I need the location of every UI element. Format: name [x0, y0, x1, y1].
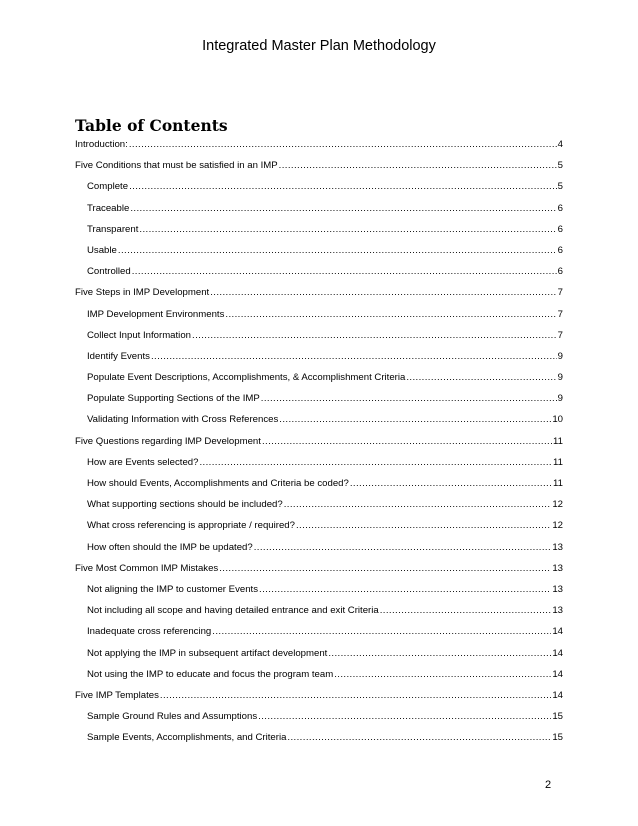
toc-entry[interactable]	[75, 413, 563, 434]
toc-entry-page-number: 13	[552, 541, 563, 553]
toc-dot-leader	[219, 562, 551, 575]
toc-dot-leader	[334, 668, 551, 681]
toc-entry[interactable]	[75, 392, 563, 413]
toc-entry[interactable]	[75, 350, 563, 371]
toc-dot-leader	[380, 604, 552, 617]
toc-entry[interactable]	[75, 562, 563, 583]
toc-entry[interactable]	[75, 308, 563, 329]
toc-entry-page-number: 4	[557, 139, 563, 150]
toc-entry-page-number: 13	[552, 583, 563, 595]
toc-entry-page-number: 15	[552, 711, 563, 723]
document-header-title: Integrated Master Plan Methodology	[202, 38, 436, 54]
toc-entry-label: Populate Event Descriptions, Accomplishments, & Accomplishment Criteria	[87, 372, 406, 384]
toc-entry-label: How are Events selected?	[87, 456, 199, 468]
toc-entry-label: Inadequate cross referencing	[87, 626, 212, 638]
page-number: 2	[545, 779, 552, 791]
toc-list	[75, 138, 563, 752]
toc-dot-leader	[199, 456, 552, 469]
toc-entry-label: Identify Events	[87, 350, 150, 362]
toc-dot-leader	[210, 286, 556, 299]
toc-entry-page-number: 13	[552, 605, 563, 617]
toc-entry-label: Five Most Common IMP Mistakes	[75, 562, 219, 574]
toc-dot-leader	[279, 159, 557, 172]
toc-entry-page-number: 14	[552, 668, 563, 680]
toc-entry-label: Not applying the IMP in subsequent artifact development	[87, 647, 328, 659]
toc-entry-page-number: 10	[552, 414, 563, 426]
toc-entry-label: Sample Ground Rules and Assumptions	[87, 711, 258, 723]
toc-entry[interactable]	[75, 583, 563, 604]
toc-dot-leader	[129, 138, 557, 151]
toc-entry-page-number: 11	[553, 456, 563, 468]
toc-entry-label: Five Questions regarding IMP Development	[75, 435, 261, 447]
toc-entry-label: Five Conditions that must be satisfied in an IMP	[75, 160, 278, 172]
toc-entry-label: Traceable	[87, 202, 130, 214]
toc-entry[interactable]	[75, 371, 563, 392]
toc-entry[interactable]	[75, 498, 563, 519]
toc-dot-leader	[192, 329, 557, 342]
toc-entry-page-number: 11	[553, 478, 563, 489]
toc-dot-leader	[160, 689, 551, 702]
toc-dot-leader	[287, 731, 551, 744]
toc-entry-label: What supporting sections should be included?	[87, 499, 283, 511]
toc-dot-leader	[129, 180, 557, 193]
toc-entry-page-number: 5	[557, 181, 563, 193]
toc-entry[interactable]	[75, 668, 563, 689]
toc-entry-page-number: 5	[557, 160, 563, 172]
toc-entry-page-number: 14	[552, 647, 563, 659]
toc-entry[interactable]	[75, 604, 563, 625]
toc-entry-label: Complete	[87, 181, 129, 193]
toc-entry-label: How often should the IMP be updated?	[87, 541, 253, 553]
toc-entry-page-number: 6	[557, 202, 563, 214]
toc-entry[interactable]	[75, 731, 563, 752]
toc-dot-leader	[225, 308, 556, 321]
toc-entry[interactable]	[75, 180, 563, 201]
toc-entry-page-number: 12	[552, 520, 563, 532]
toc-dot-leader	[406, 371, 556, 384]
toc-dot-leader	[132, 265, 557, 278]
toc-heading: Table of Contents	[75, 116, 228, 135]
toc-dot-leader	[261, 392, 557, 405]
toc-entry-label: IMP Development Environments	[87, 308, 225, 320]
toc-entry-page-number: 9	[557, 350, 563, 362]
toc-entry[interactable]	[75, 138, 563, 159]
toc-entry-page-number: 6	[557, 244, 563, 256]
toc-dot-leader	[139, 223, 556, 236]
toc-entry-page-number: 6	[557, 223, 563, 235]
toc-entry[interactable]	[75, 435, 563, 456]
toc-entry-page-number: 14	[552, 626, 563, 638]
toc-entry-label: Validating Information with Cross References	[87, 414, 279, 426]
toc-dot-leader	[212, 625, 551, 638]
toc-entry-label: Not aligning the IMP to customer Events	[87, 583, 258, 595]
toc-entry[interactable]	[75, 286, 563, 307]
toc-entry-label: Sample Events, Accomplishments, and Criteria	[87, 732, 287, 744]
toc-dot-leader	[151, 350, 557, 363]
toc-entry-page-number: 13	[552, 562, 563, 574]
toc-entry[interactable]	[75, 223, 563, 244]
toc-entry[interactable]	[75, 541, 563, 562]
toc-dot-leader	[296, 519, 551, 532]
toc-entry-page-number: 7	[557, 329, 563, 341]
toc-entry-page-number: 7	[557, 308, 563, 320]
toc-entry[interactable]	[75, 244, 563, 265]
toc-entry[interactable]	[75, 625, 563, 646]
toc-entry-label: Five Steps in IMP Development	[75, 287, 210, 299]
toc-entry-label: Five IMP Templates	[75, 689, 159, 701]
toc-entry-page-number: 12	[552, 499, 563, 511]
toc-entry[interactable]	[75, 689, 563, 710]
toc-dot-leader	[328, 647, 551, 660]
toc-dot-leader	[118, 244, 557, 257]
toc-entry[interactable]	[75, 477, 563, 498]
toc-entry-label: What cross referencing is appropriate / required?	[87, 520, 295, 532]
toc-entry-label: Transparent	[87, 223, 139, 235]
toc-entry[interactable]	[75, 519, 563, 540]
toc-entry-label: Introduction:	[75, 139, 128, 150]
toc-entry-label: Controlled	[87, 266, 131, 278]
toc-entry[interactable]	[75, 456, 563, 477]
toc-entry-page-number: 11	[553, 435, 563, 447]
toc-entry-label: Collect Input Information	[87, 329, 191, 341]
toc-entry-label: How should Events, Accomplishments and Criteria be coded?	[87, 478, 349, 489]
toc-dot-leader	[262, 435, 552, 448]
toc-dot-leader	[130, 202, 556, 215]
toc-dot-leader	[279, 413, 551, 426]
toc-entry-page-number: 15	[552, 732, 563, 744]
toc-entry[interactable]	[75, 202, 563, 223]
toc-dot-leader	[259, 583, 551, 596]
toc-entry[interactable]	[75, 647, 563, 668]
toc-dot-leader	[350, 477, 552, 490]
toc-entry-page-number: 14	[552, 689, 563, 701]
toc-entry-page-number: 6	[557, 266, 563, 278]
toc-entry-label: Not using the IMP to educate and focus the program team	[87, 668, 334, 680]
toc-entry[interactable]	[75, 710, 563, 731]
toc-dot-leader	[284, 498, 552, 511]
toc-entry[interactable]	[75, 265, 563, 286]
toc-dot-leader	[254, 541, 552, 554]
toc-entry-label: Populate Supporting Sections of the IMP	[87, 393, 260, 405]
toc-entry-label: Not including all scope and having detailed entrance and exit Criteria	[87, 605, 379, 617]
toc-entry-label: Usable	[87, 244, 117, 256]
toc-entry-page-number: 9	[557, 393, 563, 405]
toc-entry[interactable]	[75, 159, 563, 180]
toc-dot-leader	[258, 710, 551, 723]
toc-entry-page-number: 9	[557, 372, 563, 384]
toc-entry-page-number: 7	[557, 287, 563, 299]
toc-entry[interactable]	[75, 329, 563, 350]
